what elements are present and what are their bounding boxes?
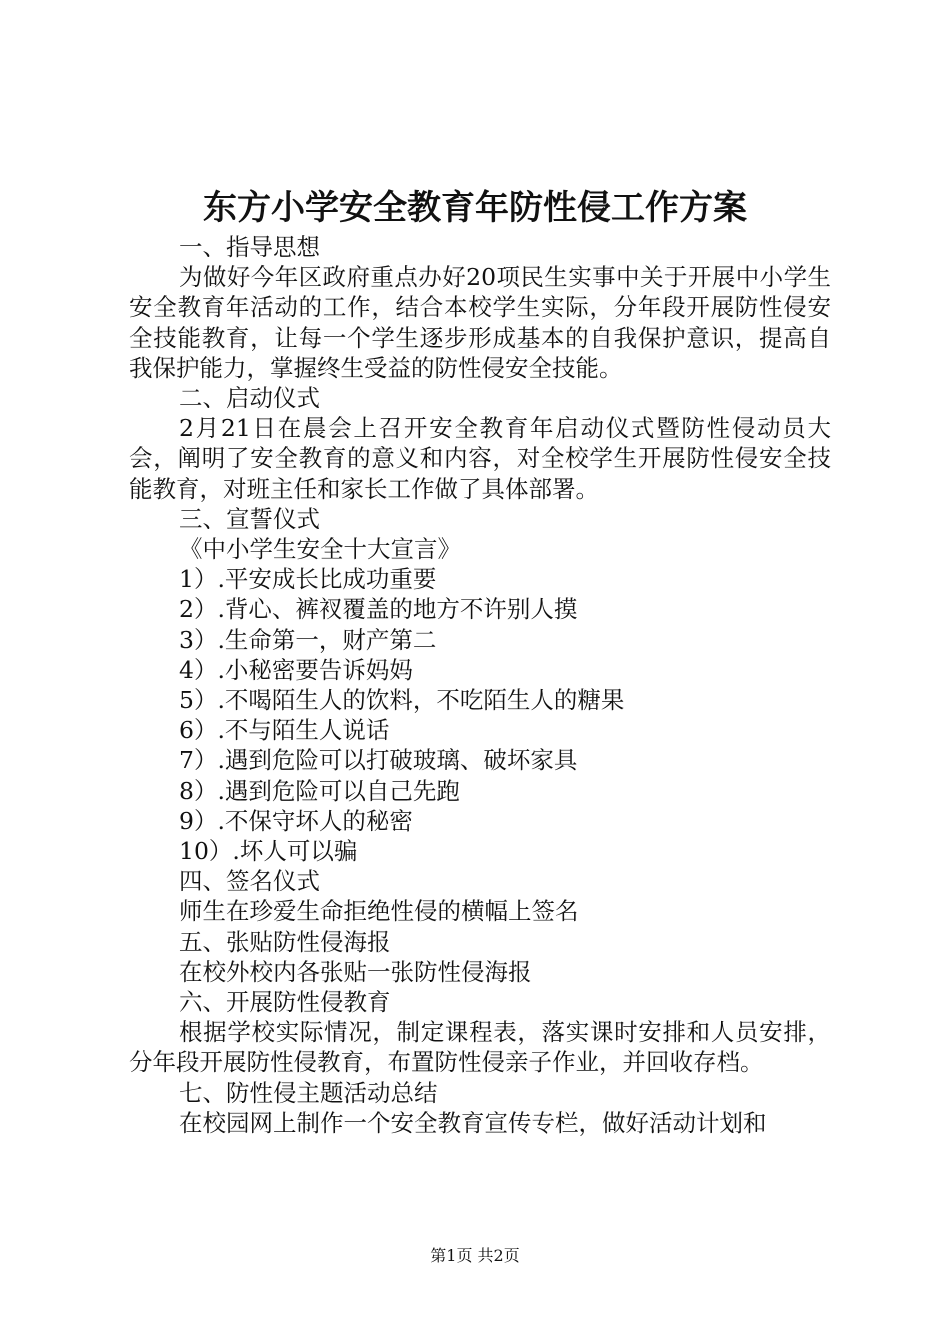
paragraph-education: 根据学校实际情况，制定课程表，落实课时安排和人员安排，分年段开展防性侵教育，布置防性侵亲子作业，并回收存档。 (129, 1018, 831, 1077)
declaration-item: 4）.小秘密要告诉妈妈 (179, 655, 413, 684)
page-footer: 第1页 共2页 (430, 1246, 520, 1265)
paragraph-posters: 在校外校内各张贴一张防性侵海报 (179, 957, 532, 986)
document-body (129, 232, 831, 1138)
section-heading-education: 六、开展防性侵教育 (179, 988, 391, 1017)
declaration-item: 5）.不喝陌生人的饮料，不吃陌生人的糖果 (179, 686, 625, 715)
section-heading-launch-ceremony: 二、启动仪式 (179, 384, 320, 413)
document-title: 东方小学安全教育年防性侵工作方案 (203, 188, 747, 228)
section-heading-oath-ceremony: 三、宣誓仪式 (179, 504, 320, 533)
paragraph-launch-ceremony: 2月21日在晨会上召开安全教育年启动仪式暨防性侵动员大会，阐明了安全教育的意义和内容，对全校学生开展防性侵安全技能教育，对班主任和家长工作做了具体部署。 (129, 414, 831, 503)
declaration-item: 3）.生命第一，财产第二 (179, 625, 437, 654)
declaration-item: 7）.遇到危险可以打破玻璃、破坏家具 (179, 746, 578, 775)
declaration-title: 《中小学生安全十大宣言》 (179, 535, 461, 564)
paragraph-summary: 在校园网上制作一个安全教育宣传专栏，做好活动计划和 (179, 1108, 767, 1137)
declaration-item: 10）.坏人可以骗 (179, 837, 358, 866)
section-heading-signing-ceremony: 四、签名仪式 (179, 867, 320, 896)
section-heading-summary: 七、防性侵主题活动总结 (179, 1078, 438, 1107)
declaration-item: 1）.平安成长比成功重要 (179, 565, 437, 594)
section-heading-guiding-thought: 一、指导思想 (179, 233, 320, 261)
declaration-item: 2）.背心、裤衩覆盖的地方不许别人摸 (179, 595, 578, 624)
section-heading-posters: 五、张贴防性侵海报 (179, 927, 391, 956)
declaration-item: 9）.不保守坏人的秘密 (179, 806, 413, 835)
paragraph-signing-ceremony: 师生在珍爱生命拒绝性侵的横幅上签名 (179, 897, 579, 926)
declaration-item: 8）.遇到危险可以自己先跑 (179, 776, 460, 805)
paragraph-guiding-thought: 为做好今年区政府重点办好20项民生实事中关于开展中小学生安全教育年活动的工作，结合本校学生实际，分年段开展防性侵安全技能教育，让每一个学生逐步形成基本的自我保护意识，提高自我保护能力，掌握终生受益的防性侵安全技能。 (129, 263, 831, 382)
declaration-item: 6）.不与陌生人说话 (179, 716, 390, 745)
